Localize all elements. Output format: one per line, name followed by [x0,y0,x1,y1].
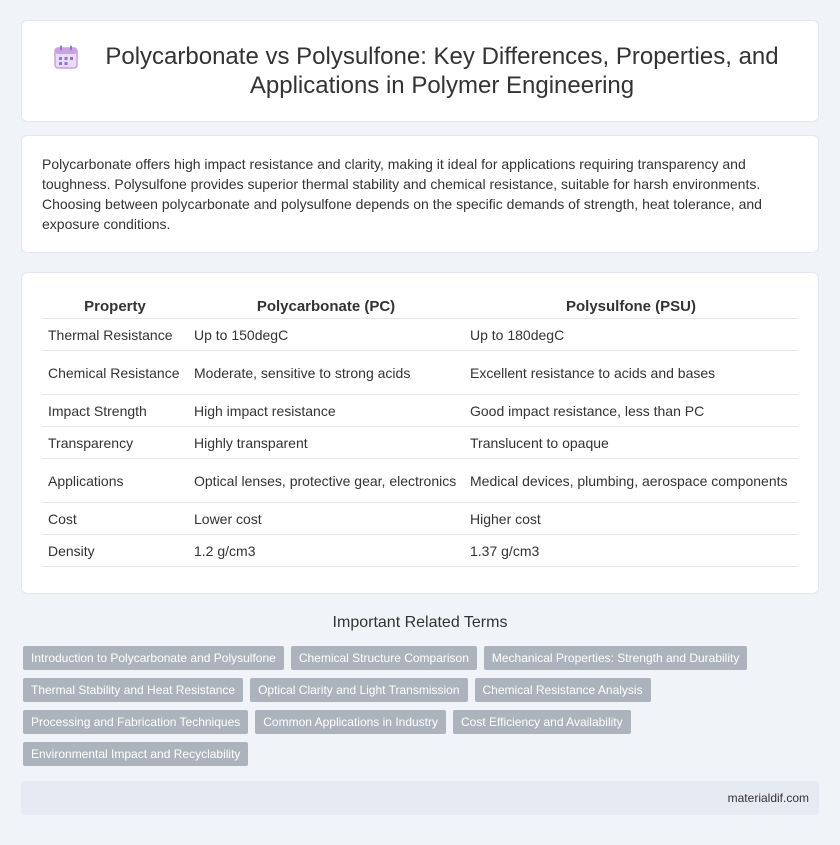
table-row [42,395,798,427]
title-wrap [22,21,818,121]
cell-pc: Moderate, sensitive to strong acids [188,351,464,395]
cell-psu: 1.37 g/cm3 [464,535,798,567]
table-row [42,503,798,535]
table-row [42,319,798,351]
related-term-tag[interactable]: Cost Efficiency and Availability [453,710,631,734]
table-row [42,351,798,395]
comparison-table [42,293,798,567]
related-term-tag[interactable]: Processing and Fabrication Techniques [23,710,248,734]
cell-pc: Highly transparent [188,427,464,459]
header-polysulfone: Polysulfone (PSU) [464,293,798,319]
cell-property: Transparency [42,427,188,459]
related-term-tag[interactable]: Thermal Stability and Heat Resistance [23,678,243,702]
related-terms-title: Important Related Terms [332,614,508,631]
cell-pc: Up to 150degC [188,319,464,351]
title-card [21,20,819,122]
cell-property: Applications [42,459,188,503]
calendar-icon [53,44,79,70]
table-row [42,427,798,459]
related-term-tag[interactable]: Chemical Resistance Analysis [475,678,651,702]
cell-psu: Good impact resistance, less than PC [464,395,798,427]
comparison-card [21,272,819,594]
cell-psu: Medical devices, plumbing, aerospace components [464,459,798,503]
cell-property: Cost [42,503,188,535]
page-title: Polycarbonate vs Polysulfone: Key Differences, Properties, and Applications in Polymer Engineering [105,43,779,99]
table-row [42,459,798,503]
cell-psu: Translucent to opaque [464,427,798,459]
header-property: Property [42,293,188,319]
header-polycarbonate: Polycarbonate (PC) [188,293,464,319]
footer [21,781,819,815]
cell-pc: High impact resistance [188,395,464,427]
related-term-tag[interactable]: Common Applications in Industry [255,710,446,734]
intro-text: Polycarbonate offers high impact resistance and clarity, making it ideal for applications requiring transparency and toughness. Polysulfone provides superior thermal stability and chemical resistance, suitable for harsh environments. Choosing between polycarbonate and polysulfone depends on the specific demands of strength, heat tolerance, and exposure conditions. [42,156,762,232]
cell-pc: Optical lenses, protective gear, electronics [188,459,464,503]
cell-property: Chemical Resistance [42,351,188,395]
related-term-tag[interactable]: Environmental Impact and Recyclability [23,742,248,766]
cell-pc: Lower cost [188,503,464,535]
related-term-tag[interactable]: Mechanical Properties: Strength and Durability [484,646,747,670]
related-terms-list [23,646,803,774]
cell-property: Impact Strength [42,395,188,427]
cell-pc: 1.2 g/cm3 [188,535,464,567]
related-term-tag[interactable]: Optical Clarity and Light Transmission [250,678,467,702]
cell-property: Thermal Resistance [42,319,188,351]
intro-card [21,135,819,253]
cell-psu: Higher cost [464,503,798,535]
table-row [42,535,798,567]
related-term-tag[interactable]: Introduction to Polycarbonate and Polysulfone [23,646,284,670]
cell-psu: Up to 180degC [464,319,798,351]
cell-property: Density [42,535,188,567]
cell-psu: Excellent resistance to acids and bases [464,351,798,395]
footer-site-link[interactable]: materialdif.com [727,791,809,805]
related-term-tag[interactable]: Chemical Structure Comparison [291,646,477,670]
table-header-row [42,293,798,319]
